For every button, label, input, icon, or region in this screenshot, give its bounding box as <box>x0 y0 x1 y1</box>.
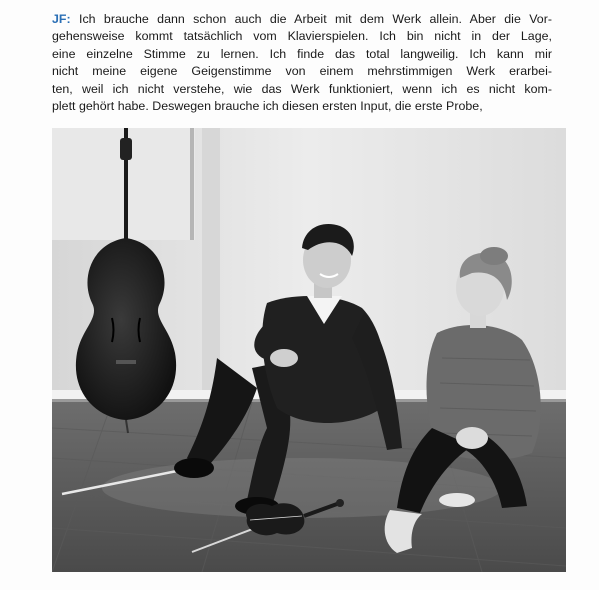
text-line-6: plett gehört habe. Deswegen brauche ich diesen ersten Input, die erste Probe, <box>52 99 483 114</box>
text-line-4: nicht meine eigene Geigenstimme von einem mehrstimmigen Werk erarbei- <box>52 64 552 79</box>
text-line-2: gehensweise kommt tatsächlich vom Klavierspielen. Ich bin nicht in der Lage, <box>52 29 552 44</box>
speaker-label: JF: <box>52 12 71 26</box>
text-line-1-body: Ich brauche dann schon auch die Arbeit mit dem Werk allein. Aber die Vor- <box>70 12 552 26</box>
text-line-3: eine einzelne Stimme zu lernen. Ich finde das total langweilig. Ich kann mir <box>52 46 552 61</box>
photo-illustration <box>52 128 566 572</box>
text-line-5: ten, weil ich nicht verstehe, wie das Werk funktioniert, wenn ich es nicht kom- <box>52 81 552 96</box>
musicians-photo <box>52 128 566 572</box>
interview-text <box>52 11 552 115</box>
text-line-1 <box>52 11 552 28</box>
